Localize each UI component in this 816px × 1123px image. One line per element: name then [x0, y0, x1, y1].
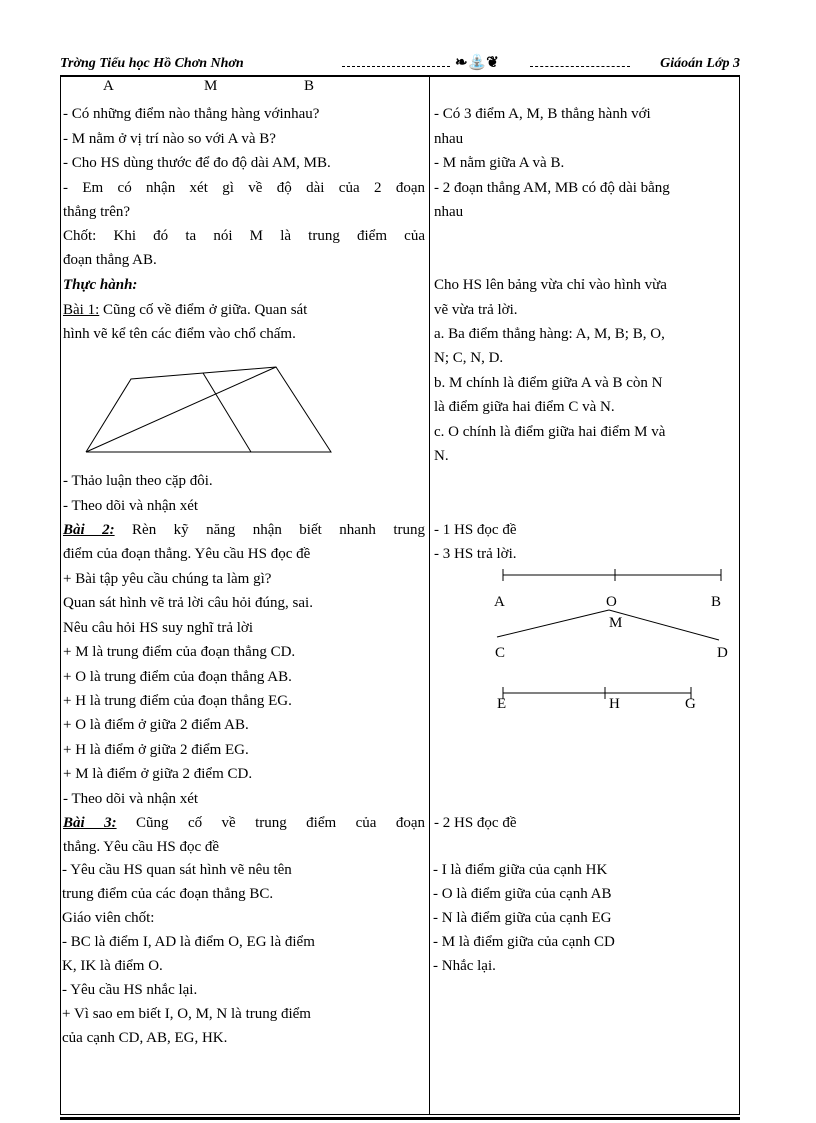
continuation-block — [60, 858, 740, 1098]
point-label-b: B — [304, 78, 315, 94]
footer-rule — [60, 1117, 740, 1120]
header-divider — [530, 66, 630, 67]
point-label-m: M — [204, 78, 218, 94]
left-text-line: Nêu câu hỏi HS suy nghĩ trả lời — [63, 620, 253, 636]
left-text-line: + Vì sao em biết I, O, M, N là trung điểm — [62, 1006, 311, 1022]
left-text-line: - Em có nhận xét gì về độ dài của 2 đoạn — [63, 180, 425, 196]
ornament-icon: ❧⛲❦ — [455, 55, 499, 71]
right-text-line: - O là điểm giữa của cạnh AB — [433, 886, 612, 902]
right-text-line: a. Ba điểm thẳng hàng: A, M, B; B, O, — [434, 326, 665, 342]
left-text-line: + Bài tập yêu cầu chúng ta làm gì? — [63, 571, 272, 587]
left-text-line: + H là trung điểm của đoạn thẳng EG. — [63, 693, 292, 709]
exercise-label: Bài 3: — [63, 815, 117, 831]
exercise-text: Cũng cố về trung điểm của đoạn — [116, 815, 425, 831]
label-o: O — [606, 594, 617, 610]
left-text-line: - Có những điểm nào thẳng hàng vớinhau? — [63, 106, 320, 122]
left-text-line: + O là trung điểm của đoạn thẳng AB. — [63, 669, 292, 685]
right-text-line: - N là điểm giữa của cạnh EG — [433, 910, 612, 926]
left-text-line: điểm của đoạn thẳng. Yêu cầu HS đọc đề — [63, 546, 311, 562]
right-text-line: - Có 3 điểm A, M, B thẳng hành với — [434, 106, 651, 122]
left-text-line: K, IK là điểm O. — [62, 958, 163, 974]
label-e: E — [497, 696, 507, 712]
right-text-line: vẽ vừa trả lời. — [434, 302, 518, 318]
diagonal-line — [86, 367, 276, 452]
quadrilateral-outline — [86, 367, 331, 452]
left-text-line: + M là trung điểm của đoạn thẳng CD. — [63, 644, 296, 660]
left-text-line: thẳng. Yêu cầu HS đọc đề — [63, 839, 220, 855]
left-text-line: - Cho HS dùng thước để đo độ dài AM, MB. — [63, 155, 331, 171]
label-h: H — [609, 696, 620, 712]
lesson-plan-label: Giáoán Lớp 3 — [660, 56, 740, 71]
page-header — [60, 56, 740, 74]
left-text-line: đoạn thẳng AB. — [63, 252, 157, 268]
right-text-line: là điểm giữa hai điểm C và N. — [434, 399, 615, 415]
segment-md — [609, 610, 719, 640]
exercise-text: Rèn kỹ năng nhận biết nhanh trung — [114, 522, 425, 538]
exercise-2-heading — [63, 518, 425, 542]
left-text-line: trung điểm của các đoạn thẳng BC. — [62, 886, 274, 902]
exercise-1-heading — [63, 298, 425, 322]
left-text-line: - Yêu cầu HS quan sát hình vẽ nêu tên — [62, 862, 292, 878]
figure-quadrilateral — [81, 362, 341, 462]
exercise-label: Bài 2: — [63, 522, 115, 538]
right-text-line: - M là điểm giữa của cạnh CD — [433, 934, 615, 950]
left-text-line: - M nằm ở vị trí nào so với A và B? — [63, 131, 276, 147]
label-d: D — [717, 645, 728, 661]
right-text-line: - 2 HS đọc đề — [434, 815, 517, 831]
right-text-line: Cho HS lên bảng vừa chỉ vào hình vừa — [434, 277, 667, 293]
left-text-line: Quan sát hình vẽ trả lời câu hỏi đúng, sai. — [63, 595, 313, 611]
left-text-line: + M là điểm ở giữa 2 điểm CD. — [63, 766, 253, 782]
school-name: Trờng Tiểu học Hồ Chơn Nhơn — [60, 56, 244, 71]
right-text-line: - 3 HS trả lời. — [434, 546, 517, 562]
left-text-line: - Yêu cầu HS nhắc lại. — [62, 982, 198, 998]
left-text-line: - BC là điểm I, AD là điểm O, EG là điểm — [62, 934, 315, 950]
section-heading: Thực hành: — [63, 277, 138, 293]
right-text-line: - 2 đoạn thẳng AM, MB có độ dài bằng — [434, 180, 670, 196]
label-m: M — [609, 615, 623, 631]
label-a: A — [494, 594, 505, 610]
exercise-3-heading — [63, 811, 425, 835]
right-text-line: - Nhắc lại. — [433, 958, 496, 974]
left-text-line: thẳng trên? — [63, 204, 131, 220]
left-text-line: - Theo dõi và nhận xét — [63, 791, 199, 807]
left-text-line: + O là điểm ở giữa 2 điểm AB. — [63, 717, 249, 733]
left-text-line: hình vẽ kể tên các điểm vào chổ chấm. — [63, 326, 296, 342]
header-divider — [342, 66, 450, 67]
label-b: B — [711, 594, 722, 610]
left-text-line: - Thảo luận theo cặp đôi. — [63, 473, 213, 489]
right-text-line: c. O chính là điểm giữa hai điểm M và — [434, 424, 666, 440]
segment-cm — [497, 610, 609, 637]
label-c: C — [495, 645, 506, 661]
left-text-line: của cạnh CD, AB, EG, HK. — [62, 1030, 228, 1046]
exercise-text: Cũng cố về điểm ở giữa. Quan sát — [99, 302, 308, 318]
right-text-line: N; C, N, D. — [434, 350, 504, 366]
left-text-line: Chốt: Khi đó ta nói M là trung điểm của — [63, 228, 425, 244]
figure-segments — [491, 565, 731, 715]
right-text-line: N. — [434, 448, 449, 464]
left-text-line: Giáo viên chốt: — [62, 910, 155, 926]
inner-line — [203, 373, 251, 452]
right-text-line: - 1 HS đọc đề — [434, 522, 517, 538]
right-text-line: b. M chính là điểm giữa A và B còn N — [434, 375, 663, 391]
left-text-line: + H là điểm ở giữa 2 điểm EG. — [63, 742, 249, 758]
right-text-line: nhau — [434, 204, 464, 220]
label-g: G — [685, 696, 696, 712]
right-text-line: - I là điểm giữa của cạnh HK — [433, 862, 608, 878]
point-label-a: A — [103, 78, 114, 94]
left-text-line: - Theo dõi và nhận xét — [63, 498, 199, 514]
exercise-label: Bài 1: — [63, 302, 100, 318]
right-text-line: nhau — [434, 131, 464, 147]
right-text-line: - M nằm giữa A và B. — [434, 155, 565, 171]
